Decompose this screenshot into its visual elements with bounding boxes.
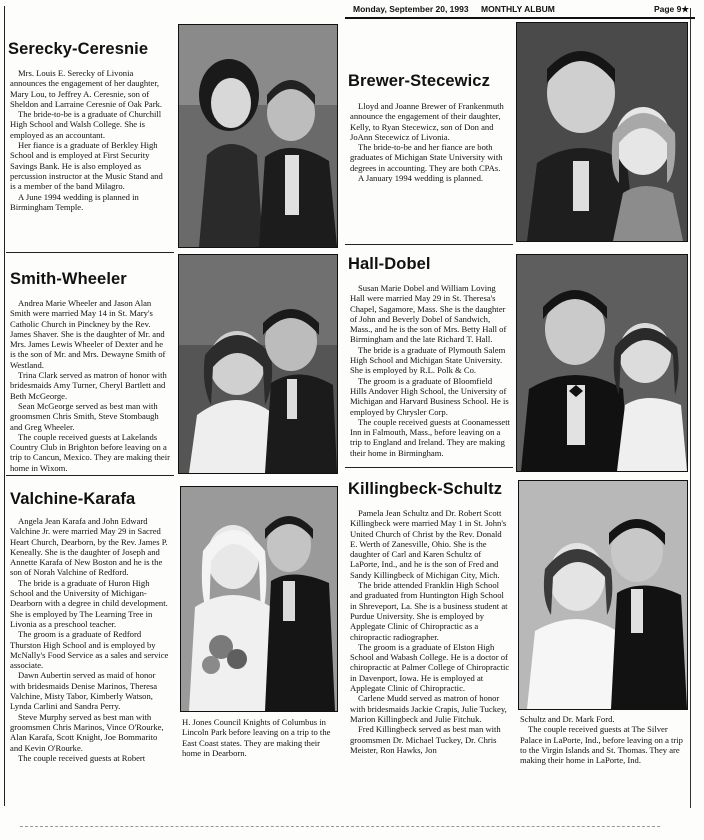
divider-left-1 (6, 252, 174, 253)
paragraph: The bride-to-be is a graduate of Churchill High School and Walsh College. She is employed as an accountant. (10, 109, 162, 140)
bottom-cut-line (20, 826, 660, 827)
continuation-killingbeck (520, 714, 686, 765)
header-date: Monday, September 20, 1993 (353, 4, 469, 14)
paragraph: Mrs. Louis E. Serecky of Livonia announces the engagement of her daughter, Mary Lou, to Jeffrey A. Ceresnie, son of Sheldon and Larraine Ceresnie of Oak Park. (10, 68, 163, 109)
couple-photo-brewer (516, 22, 688, 242)
couple-photo-valchine (180, 486, 338, 712)
announcement-body-brewer (350, 101, 510, 183)
paragraph: The bride-to-be and her fiance are both graduates of Michigan State University with degrees in accounting. They are both CPAs. (350, 142, 503, 173)
announcement-body-serecky (10, 68, 170, 212)
paragraph: Dawn Aubertin served as maid of honor with bridesmaids Denise Marinos, Theresa Valchine, Misty Tabor, Kimberly Watson, Lynda Carlini and Sandra Perry. (10, 670, 158, 712)
paragraph: Trina Clark served as matron of honor with bridesmaids Amy Turner, Cheryl Bartlett and Beth McGeorge. (10, 370, 167, 401)
divider-right-1 (345, 244, 513, 245)
continuation-valchine (182, 717, 336, 758)
announcement-body-smith (10, 298, 170, 473)
paragraph: Pamela Jean Schultz and Dr. Robert Scott Killingbeck were married May 1 in St. John's United Church of Christ by the Rev. Donald E. Werth of Zanesville, Ohio. She is the daughter of Carl and Karen Schultz of LaPorte, Ind., and he is the son of Fred and Sandy Killingbeck of Michigan City, Mich. (350, 508, 507, 580)
left-page-border (4, 6, 5, 806)
announcement-title-valchine: Valchine-Karafa (10, 490, 136, 508)
announcement-title-killingbeck: Killingbeck-Schultz (348, 480, 503, 498)
paragraph: A June 1994 wedding is planned in Birmingham Temple. (10, 191, 139, 212)
announcement-body-killingbeck (350, 508, 510, 755)
header-page-number: Page 9★ (653, 4, 689, 14)
announcement-title-brewer: Brewer-Stecewicz (348, 72, 490, 90)
divider-left-2 (6, 475, 174, 476)
paragraph: Andrea Marie Wheeler and Jason Alan Smith were married May 14 in St. Mary's Catholic Church in Pinckney by the Rev. James Shaver. She is the daughter of Mr. and Mrs. James Lewis Wheeler of Dexter and he is the son of Mr. and Mrs. Dewayne Smith of Westland. (10, 298, 166, 370)
paragraph: Sean McGeorge served as best man with groomsmen Chris Smith, Steve Stombaugh and Greg Wheeler. (10, 400, 159, 432)
divider-right-2 (345, 467, 513, 468)
header-section: MONTHLY ALBUM (481, 4, 555, 14)
paragraph: Schultz and Dr. Mark Ford. (520, 714, 615, 724)
paragraph: Angela Jean Karafa and John Edward Valchine Jr. were married May 29 in Sacred Heart Church, Dearborn, by the Rev. James P. Keneally. She is the daughter of Joseph and Annette Karafa of New Boston and he is the son of Norah Valchine of Redford. (10, 516, 168, 578)
paragraph: Lloyd and Joanne Brewer of Frankenmuth announce the engagement of their daughter, Kelly, to Ryan Stecewicz, son of Don and JoAnn Stecewicz of Livonia. (350, 101, 504, 142)
paragraph: The groom is a graduate of Redford Thurston High School and is employed by McNally's Food Service as a sales and service associate. (10, 629, 169, 671)
paragraph: Steve Murphy served as best man with groomsmen Chris Marinos, Vince O'Rourke, Alan Karafa, Scott Knight, Joe Bommarito and Kevin O'Rourke. (10, 711, 164, 753)
paragraph: The couple received guests at Coonamessett Inn in Falmouth, Mass., before leaving on a trip to England and Ireland. They are making their home in Birmingham. (350, 416, 511, 458)
right-page-border (690, 8, 691, 808)
paragraph: The bride is a graduate of Huron High School and the University of Michigan-Dearborn with a degree in child development. She is employed by The Learning Tree in Livonia as a preschool teacher. (10, 577, 168, 629)
couple-photo-hall (516, 254, 688, 472)
announcement-body-hall (350, 283, 510, 458)
paragraph: Susan Marie Dobel and William Loving Hall were married May 29 in St. Theresa's Chapel, Sagamore, Mass. She is the daughter of John and Beverly Dobel of Sandwich, Mass., and he is the son of Mrs. Betty Hall of Birmingham and the late Richard T. Hall. (350, 283, 507, 345)
announcement-title-serecky: Serecky-Ceresnie (8, 40, 149, 58)
paragraph: H. Jones Council Knights of Columbus in Lincoln Park before leaving on a trip to the East Coast states. They are making their home in Dearborn. (182, 717, 331, 758)
paragraph: Carlene Mudd served as matron of honor with bridesmaids Jackie Crapis, Julie Tuckey, Marion Killingbeck and Julie Fitchuk. (350, 693, 507, 724)
paragraph: The groom is a graduate of Elston High School and Wabash College. He is a doctor of chiropractic at Palmer College of Chiropractic in Davenport, Iowa. He is employed at Applegate Clinic of Chiropractic. (350, 641, 510, 694)
couple-photo-serecky (178, 24, 338, 248)
couple-photo-killingbeck (518, 480, 688, 710)
paragraph: The couple received guests at The Silver Palace in LaPorte, Ind., before leaving on a trip to the Virgin Islands and St. Thomas. They are making their home in LaPorte, Ind. (520, 724, 683, 766)
paragraph: Her fiance is a graduate of Berkley High School and is employed at First Security Savings Bank. He is also employed as percussion instructor at the Music Stand and is a member of the band Milagro. (10, 140, 163, 192)
paragraph: A January 1994 wedding is planned. (358, 173, 484, 184)
announcement-body-valchine (10, 516, 170, 763)
announcement-title-hall: Hall-Dobel (348, 255, 431, 273)
paragraph: The couple received guests at Lakelands Country Club in Brighton before leaving on a trip to Cancun, Mexico. They are making their home in Wixom. (10, 431, 170, 473)
paragraph: Fred Killingbeck served as best man with groomsmen Dr. Michael Tuckey, Dr. Chris Meister, Ron Hawks, Jon (350, 724, 501, 755)
paragraph: The couple received guests at Robert (18, 752, 146, 763)
paragraph: The groom is a graduate of Bloomfield Hills Andover High School, the University of Michigan and Harvard Business School. He is employed by Chrysler Corp. (350, 375, 509, 417)
announcement-title-smith: Smith-Wheeler (10, 270, 127, 288)
paragraph: The bride is a graduate of Plymouth Salem High School and Michigan State University. She is employed by R.L. Polk & Co. (350, 344, 506, 376)
couple-photo-smith (178, 254, 338, 474)
paragraph: The bride attended Franklin High School and graduated from Huntington High School in Shreveport, La. She is a business student at Purdue University. She is employed by Applegate Clinic of Chiropractic as a chiropractic radiographer. (350, 580, 508, 642)
page-header (345, 3, 695, 19)
